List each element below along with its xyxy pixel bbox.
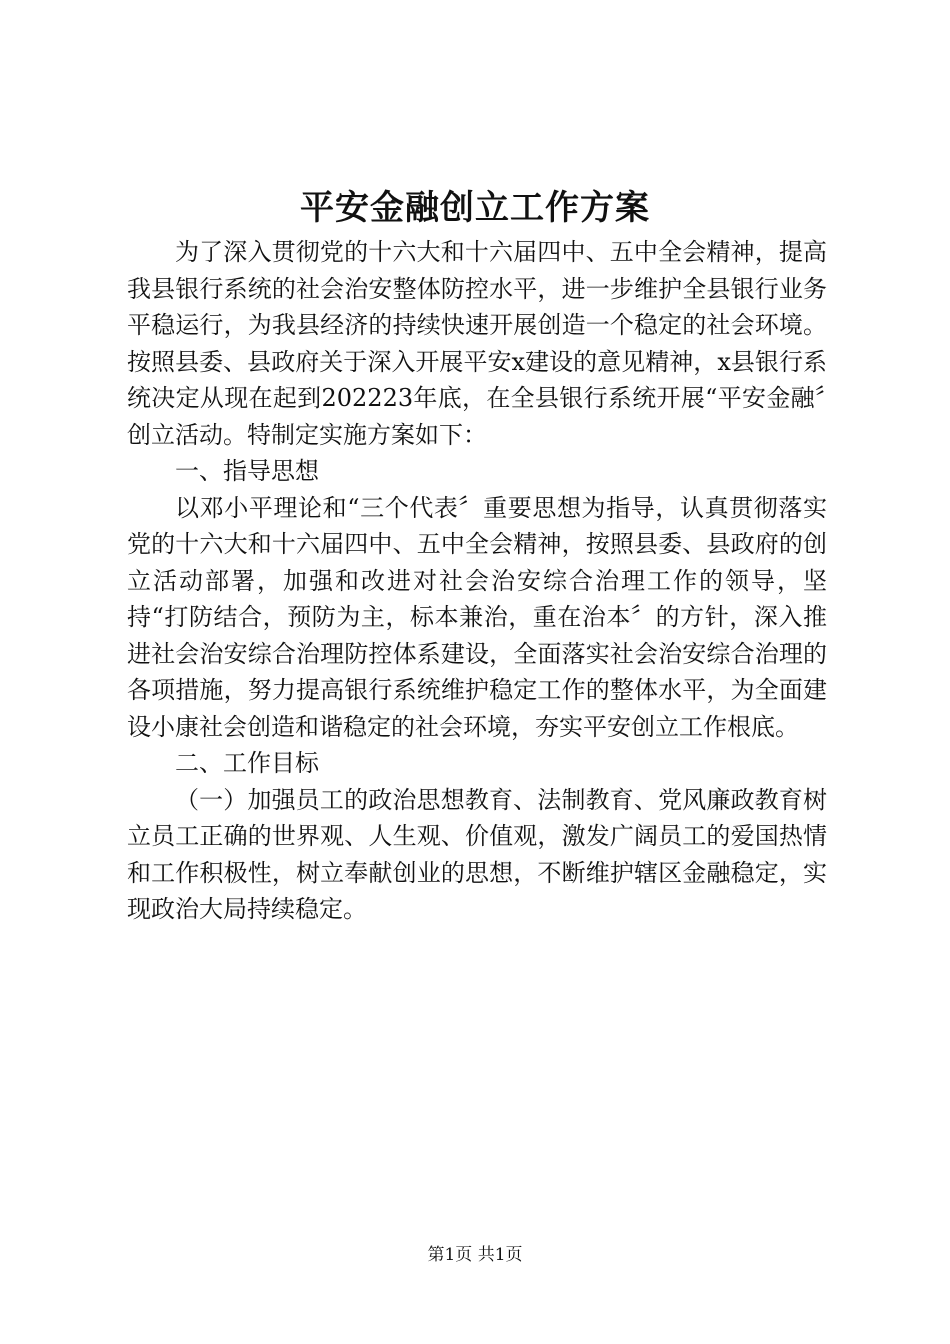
document-title: 平安金融创立工作方案 <box>300 188 650 228</box>
document-body <box>127 234 827 928</box>
work-goal-item-1: （一）加强员工的政治思想教育、法制教育、党风廉政教育树立员工正确的世界观、人生观、价值观，激发广阔员工的爱国热情和工作积极性，树立奉献创业的思想，不断维护辖区金融稳定，实现政治大局持续稳定。 <box>127 785 827 923</box>
intro-paragraph: 为了深入贯彻党的十六大和十六届四中、五中全会精神，提高我县银行系统的社会治安整体防控水平，进一步维护全县银行业务平稳运行，为我县经济的持续快速开展创造一个稳定的社会环境。按照县委、县政府关于深入开展平安x建设的意见精神，x县银行系统决定从现在起到202223年底，在全县银行系统开展“平安金融〞创立活动。特制定实施方案如下： <box>127 238 827 449</box>
page-footer: 第1页 共1页 <box>427 1245 523 1265</box>
section-heading-guiding-thought: 一、指导思想 <box>175 457 319 485</box>
section-heading-work-goals: 二、工作目标 <box>175 749 319 777</box>
guiding-thought-paragraph: 以邓小平理论和“三个代表〞重要思想为指导，认真贯彻落实党的十六大和十六届四中、五中全会精神，按照县委、县政府的创立活动部署，加强和改进对社会治安综合治理工作的领导，坚持“打防结合，预防为主，标本兼治，重在治本〞的方针，深入推进社会治安综合治理防控体系建设，全面落实社会治安综合治理的各项措施，努力提高银行系统维护稳定工作的整体水平，为全面建设小康社会创造和谐稳定的社会环境，夯实平安创立工作根底。 <box>127 493 827 741</box>
